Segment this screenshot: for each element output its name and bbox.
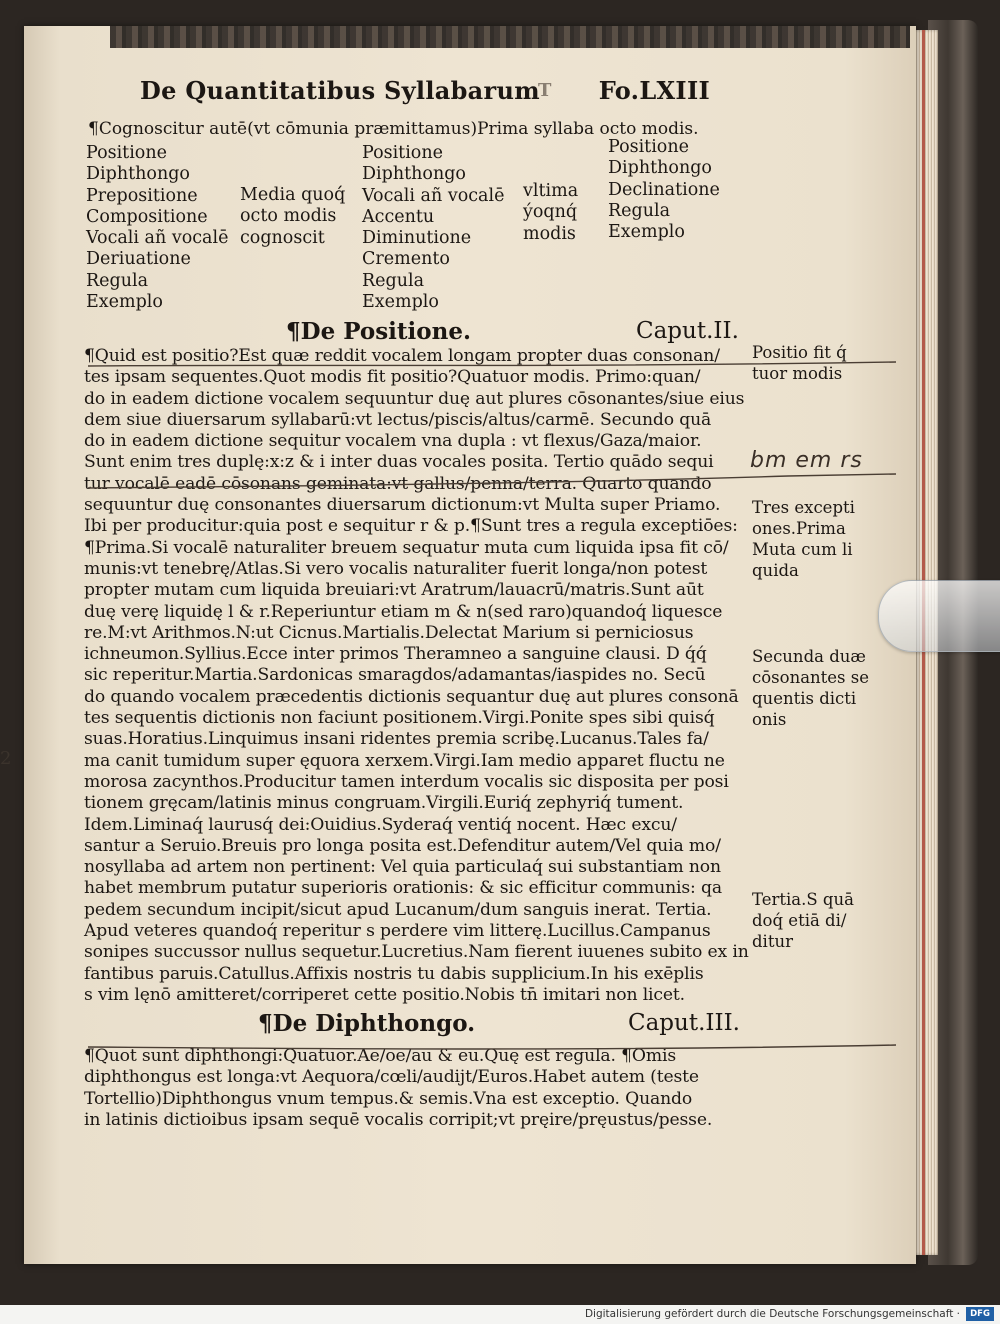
column-entry: Exemplo: [86, 292, 163, 313]
text-line: dem siue diuersarum syllabarū:vt lectus/piscis/altus/carmē. Secundo quā: [84, 409, 712, 430]
margin-note-line: quida: [752, 561, 799, 580]
column-entry: Exemplo: [608, 222, 685, 243]
text-line: suas.Horatius.Linquimus insani ridentes premia scribę.Lucanus.Tales fa/: [84, 729, 709, 750]
column-entry: Diphthongo: [608, 158, 712, 179]
column-entry: Vocali añ vocalē: [362, 185, 505, 206]
margin-note-line: quentis dicti: [752, 689, 857, 708]
page-clip: [878, 580, 1000, 652]
text-line: nosyllaba ad artem non pertinent: Vel quia particulaq́ sui substantiam non: [84, 857, 721, 878]
text-line: sonipes succussor nullus sequetur.Lucretius.Nam fierent iuuenes subito ex in: [84, 942, 749, 963]
column-ultima-label: [523, 181, 578, 245]
column-label-line: ýoqnq́: [523, 202, 578, 223]
footer-credit: Digitalisierung gefördert durch die Deutsche Forschungsgemeinschaft ·: [584, 1308, 960, 1320]
column-label-line: modis: [523, 223, 576, 244]
text-line: Apud veteres quandoq́ reperitur s perdere vim litterę.Lucillus.Campanus: [84, 921, 711, 942]
margin-note-line: Positio fit q́: [752, 343, 847, 362]
dfg-logo-icon: DFG: [966, 1307, 994, 1321]
text-line: Idem.Liminaq́ laurusq́ dei:Ouidius.Syderaq́ ventiq́ nocent. Hæc excu/: [84, 814, 677, 835]
page-header: [140, 76, 710, 112]
column-entry: Diminutione: [362, 228, 472, 249]
column-label-line: cognoscit: [240, 227, 325, 248]
pencil-underline: [88, 468, 896, 494]
section-heading-positione: ¶De Positione.: [286, 318, 471, 345]
text-line: ¶Prima.Si vocalē naturaliter breuem sequatur muta cum liquida ipsa fit cō/: [84, 537, 729, 558]
text-line: duę verę liquidę l & r.Reperiuntur etiam m & n(sed raro)quandoq́ liquesce: [84, 601, 723, 622]
text-line: in latinis dictioibus ipsam sequē vocalis corripit;vt pręire/pręustus/pesse.: [84, 1109, 713, 1130]
text-line: diphthongus est longa:vt Aequora/cœli/audijt/Euros.Habet autem (teste: [84, 1067, 699, 1088]
text-line: Tortellio)Diphthongus vnum tempus.& semis.Vna est exceptio. Quando: [84, 1088, 693, 1109]
text-line: do quando vocalem præcedentis dictionis sequantur duę aut plures consonā: [84, 686, 739, 707]
column-label-line: Media quoq́́: [240, 185, 346, 205]
column-entry: Compositione: [86, 206, 208, 227]
caput-3-label: Caput.III.: [628, 1010, 740, 1036]
text-line: Ibi per producitur:quia post e sequitur r & p.¶Sunt tres a regula exceptiōes:: [84, 516, 738, 537]
column-entry: Deriuatione: [86, 249, 191, 270]
text-line: fantibus paruis.Catullus.Affixis nostris tu dabis supplicium.In his exēplis: [84, 963, 704, 984]
column-entry: Prepositione: [86, 185, 198, 206]
margin-note-line: Tres excepti: [752, 498, 855, 517]
text-line: do in eadem dictione vocalem sequuntur duę aut plures cōsonantes/siue eius: [84, 388, 745, 409]
margin-note-line: Tertia.S quā: [752, 890, 854, 909]
top-binding-edge: [110, 26, 910, 48]
margin-note-line: doq́ etiā di/: [752, 911, 847, 930]
column-prima-syllaba: [86, 143, 228, 313]
column-entry: Exemplo: [362, 292, 439, 313]
text-line: ma canit tumidum super ęquora xerxem.Virgi.Iam medio apparet fluctu ne: [84, 750, 725, 771]
margin-note-line: ones.Prima: [752, 519, 846, 538]
text-line: sic reperitur.Martia.Sardonicas smaragdos/adamantas/iaspides no. Secū: [84, 665, 706, 686]
column-entry: Cremento: [362, 249, 450, 270]
column-entry: Positione: [362, 143, 443, 163]
left-margin-mark: 2: [0, 748, 12, 769]
margin-note-line: onis: [752, 710, 787, 729]
column-entry: Accentu: [362, 206, 435, 227]
column-entry: Regula: [608, 200, 671, 221]
margin-note-line: ditur: [752, 932, 793, 951]
text-line: Sunt enim tres duplę:x:z & i inter duas vocales posita. Tertio quādo sequi: [84, 452, 714, 473]
margin-note-secunda: [752, 646, 878, 730]
text-line: habet membrum putatur superioris orationis: & sic efficitur communis: qa: [84, 878, 722, 899]
text-line: ¶Quid est positio?Est quæ reddit vocalem longam propter duas consonan/: [84, 346, 720, 366]
intro-line: ¶Cognoscitur autē(vt cōmunia præmittamus)Prima syllaba octo modis.: [88, 119, 699, 139]
column-ultima-syllaba: [608, 137, 720, 243]
text-line: tes sequentis dictionis non faciunt positionem.Virgi.Ponite spes sibi quisq́: [84, 708, 715, 729]
column-entry: Vocali añ vocalē: [86, 228, 229, 249]
body-text-diphthongo: [84, 1046, 749, 1131]
folio-number: Fo.LXIII: [598, 76, 710, 105]
column-entry: Diphthongo: [86, 164, 190, 185]
column-entry: Regula: [86, 270, 149, 291]
pencil-underline: [88, 1041, 896, 1055]
footer-bar: [0, 1305, 1000, 1324]
text-line: tur vocalē eadē cōsonans geminata:vt gallus/penna/terra. Quarto quando: [84, 473, 712, 494]
text-line: re.M:vt Arithmos.N:ut Cicnus.Martialis.Delectat Marium si perniciosus: [84, 622, 694, 643]
header-mark: T: [538, 80, 552, 101]
margin-note-tertia: [752, 889, 878, 952]
pencil-underline: [88, 360, 896, 370]
margin-note-line: Muta cum li: [752, 540, 853, 559]
body-text-positione: [84, 346, 749, 1006]
column-media-label: [240, 185, 345, 249]
text-line: munis:vt tenebrę/Atlas.Si vero vocalis naturaliter fuerit longa/non potest: [84, 558, 708, 579]
column-entry: Positione: [608, 137, 689, 157]
margin-note-line: tuor modis: [752, 364, 843, 383]
text-line: pedem secundum incipit/sicut apud Lucanum/dum sanguis inerat. Tertia.: [84, 899, 712, 920]
text-line: s vim lęnō amitteret/corriperet cette positio.Nobis tn̄ imitari non licet.: [84, 984, 685, 1005]
column-label-line: vltima: [523, 181, 579, 201]
column-entry: Declinatione: [608, 179, 720, 200]
caput-2-label: Caput.II.: [636, 318, 739, 344]
column-entry: Regula: [362, 270, 425, 291]
margin-note-line: Secunda duæ: [752, 647, 866, 666]
running-title: De Quantitatibus Syllabarum: [140, 76, 540, 105]
text-line: tes ipsam sequentes.Quot modis fit positio?Quatuor modis. Primo:quan/: [84, 367, 701, 388]
text-line: ichneumon.Syllius.Ecce inter primos Theramneo a sanguine clausi. D q́q́: [84, 644, 707, 665]
handwritten-annotation: bm em rs: [750, 448, 863, 473]
column-entry: Positione: [86, 143, 167, 163]
margin-note-line: cōsonantes se: [752, 668, 870, 687]
column-entry: Diphthongo: [362, 164, 466, 185]
text-line: sequuntur duę consonantes diuersarum dictionum:vt Multa super Priamo.: [84, 495, 721, 516]
text-line: santur a Seruio.Breuis pro longa posita est.Defenditur autem/Vel quia mo/: [84, 835, 721, 856]
margin-note-exceptiones: [752, 497, 878, 581]
section-heading-diphthongo: ¶De Diphthongo.: [258, 1010, 476, 1037]
column-label-line: octo modis: [240, 206, 337, 227]
text-line: morosa zacynthos.Producitur tamen interdum vocalis sic disposita per posi: [84, 771, 729, 792]
text-line: tionem gręcam/latinis minus congruam.Virgili.Euriq́ zephyriq́ tument.: [84, 793, 684, 814]
text-line: do in eadem dictione sequitur vocalem vna dupla : vt flexus/Gaza/maior.: [84, 431, 702, 452]
text-line: propter mutam cum liquida breuiari:vt Aratrum/lauacrū/matris.Sunt aūt: [84, 580, 704, 601]
text-line: ¶Quot sunt diphthongi:Quatuor.Ae/oe/au & eu.Quę est regula. ¶Omis: [84, 1046, 677, 1066]
column-media-syllaba: [362, 143, 504, 313]
